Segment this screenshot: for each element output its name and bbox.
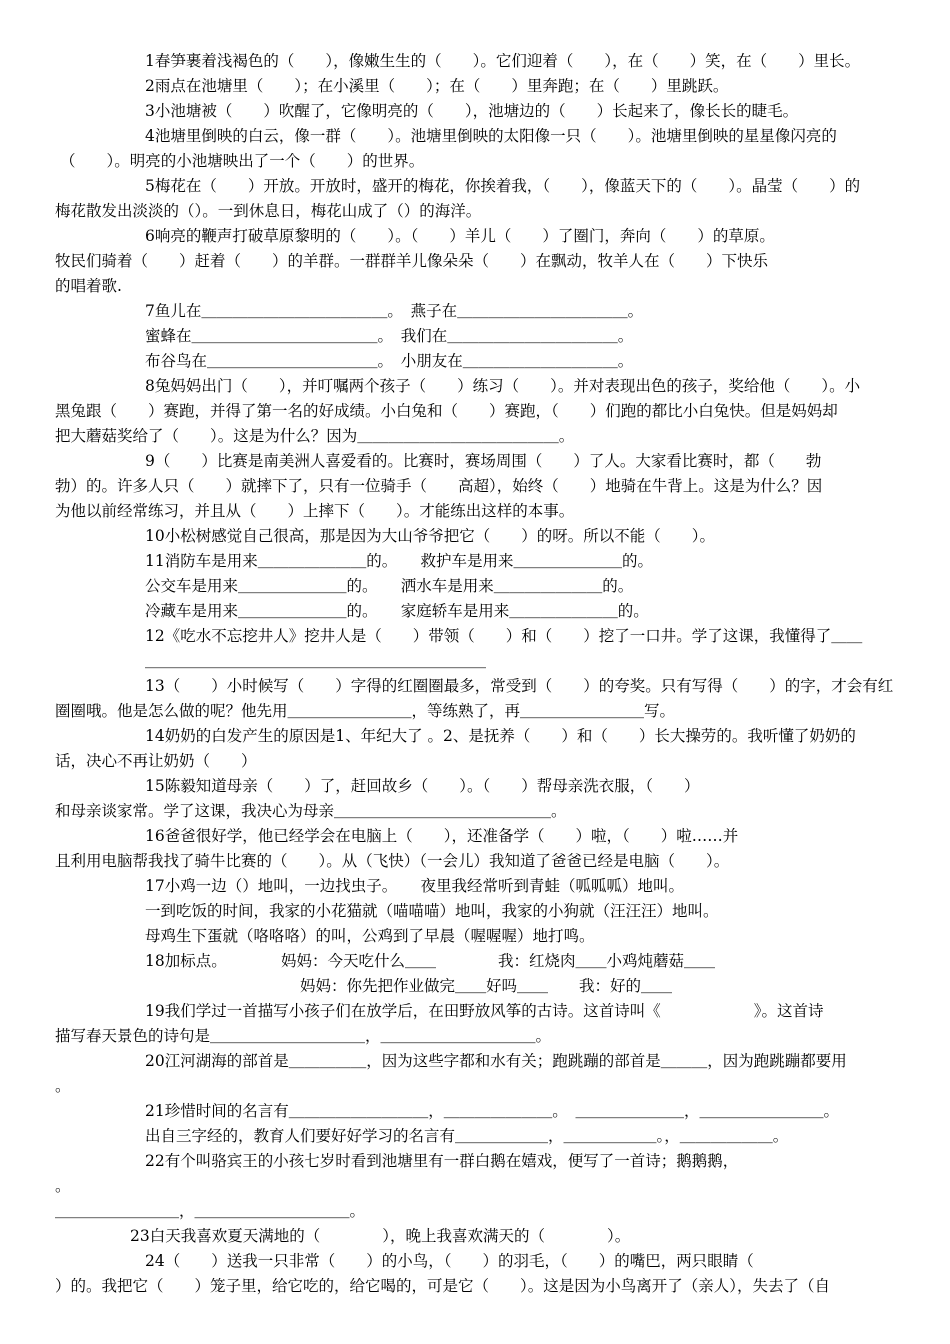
- text-line: 11消防车是用来＿＿＿＿＿＿＿的。 救护车是用来＿＿＿＿＿＿＿的。: [145, 552, 653, 570]
- text-line: 21珍惜时间的名言有＿＿＿＿＿＿＿＿＿，＿＿＿＿＿＿＿。 ＿＿＿＿＿＿＿，＿＿＿＿＿＿＿＿。: [145, 1102, 839, 1120]
- text-line: 4池塘里倒映的白云，像一群（ ）。池塘里倒映的太阳像一只（ ）。池塘里倒映的星星像闪亮的: [145, 127, 837, 145]
- text-line: 10小松树感觉自己很高，那是因为大山爷爷把它（ ）的呀。所以不能（ ）。: [145, 527, 715, 545]
- text-line: 7鱼儿在＿＿＿＿＿＿＿＿＿＿＿＿。 燕子在＿＿＿＿＿＿＿＿＿＿＿。: [145, 302, 644, 320]
- text-line: ）的。我把它（ ）笼子里，给它吃的，给它喝的，可是它（ ）。这是因为小鸟离开了（亲人），失去了（自: [55, 1277, 831, 1295]
- text-line: 和母亲谈家常。学了这课，我决心为母亲＿＿＿＿＿＿＿＿＿＿＿＿＿＿。: [55, 802, 567, 820]
- text-line: 23白天我喜欢夏天满地的（ ），晚上我喜欢满天的（ ）。: [130, 1227, 631, 1245]
- text-line: （ ）。明亮的小池塘映出了一个（ ）的世界。: [60, 152, 425, 170]
- text-line: 6响亮的鞭声打破草原黎明的（ ）。（ ）羊儿（ ）了圈门，奔向（ ）的草原。: [145, 227, 775, 245]
- text-line: 话，决心不再让奶奶（ ）: [55, 752, 257, 770]
- text-line: 母鸡生下蛋就（咯咯咯）的叫，公鸡到了早晨（喔喔喔）地打鸣。: [145, 927, 595, 945]
- text-line: 18加标点。 妈妈：今天吃什么＿＿ 我：红烧肉＿＿小鸡炖蘑菇＿＿: [145, 952, 715, 970]
- text-line: 1春笋裹着浅褐色的（ ），像嫩生生的（ ）。它们迎着（ ），在（ ）笑，在（ ）里长。: [145, 52, 861, 70]
- text-line: 冷藏车是用来＿＿＿＿＿＿＿的。 家庭轿车是用来＿＿＿＿＿＿＿的。: [145, 602, 649, 620]
- text-line: 把大蘑菇奖给了（ ）。这是为什么？因为＿＿＿＿＿＿＿＿＿＿＿＿＿。: [55, 427, 575, 445]
- text-line: 17小鸡一边（）地叫，一边找虫子。 夜里我经常听到青蛙（呱呱呱）地叫。: [145, 877, 684, 895]
- text-line: 黑兔跟（ ）赛跑，并得了第一名的好成绩。小白兔和（ ）赛跑，（ ）们跑的都比小白兔快。但是妈妈却: [55, 402, 838, 420]
- text-line: 布谷鸟在＿＿＿＿＿＿＿＿＿＿＿。 小朋友在＿＿＿＿＿＿＿＿＿＿。: [145, 352, 634, 370]
- text-line: 描写春天景色的诗句是＿＿＿＿＿＿＿＿＿＿，＿＿＿＿＿＿＿＿＿＿。: [55, 1027, 552, 1045]
- text-line: 。: [55, 1177, 71, 1195]
- text-line: 12《吃水不忘挖井人》挖井人是（ ）带领（ ）和（ ）挖了一口井。学了这课，我懂得了＿＿: [145, 627, 863, 645]
- text-line: 5梅花在（ ）开放。开放时，盛开的梅花，你挨着我，（ ），像蓝天下的（ ）。晶莹（ ）的: [145, 177, 861, 195]
- text-line: 24（ ）送我一只非常（ ）的小鸟，（ ）的羽毛，（ ）的嘴巴，两只眼睛（: [145, 1252, 754, 1270]
- text-line: 2雨点在池塘里（ ）；在小溪里（ ）；在（ ）里奔跑；在（ ）里跳跃。: [145, 77, 729, 95]
- text-line: 8兔妈妈出门（ ），并叮嘱两个孩子（ ）练习（ ）。并对表现出色的孩子，奖给他（ ）。小: [145, 377, 861, 395]
- text-line: 19我们学过一首描写小孩子们在放学后，在田野放风筝的古诗。这首诗叫《 》。这首诗: [145, 1002, 824, 1020]
- text-line: 一到吃饭的时间，我家的小花猫就（喵喵喵）地叫，我家的小狗就（汪汪汪）地叫。: [145, 902, 719, 920]
- text-line: 妈妈：你先把作业做完＿＿好吗＿＿ 我：好的＿＿: [300, 977, 673, 995]
- text-line: 。: [55, 1077, 71, 1095]
- text-line: 14奶奶的白发产生的原因是1、年纪大了 。2、是抚养（ ）和（ ）长大操劳的。我听懂了奶奶的: [145, 727, 856, 745]
- text-line: 牧民们骑着（ ）赶着（ ）的羊群。一群群羊儿像朵朵（ ）在飘动，牧羊人在（ ）下快乐: [55, 252, 769, 270]
- text-line: 3小池塘被（ ）吹醒了，它像明亮的（ ），池塘边的（ ）长起来了，像长长的睫毛。: [145, 102, 799, 120]
- text-line: 勃）的。许多人只（ ）就摔下了，只有一位骑手（ 高超），始终（ ）地骑在牛背上。这是为什么？因: [55, 477, 823, 495]
- text-line: 出自三字经的，教育人们要好好学习的名言有＿＿＿＿＿＿，＿＿＿＿＿＿。，＿＿＿＿＿＿。: [145, 1127, 789, 1145]
- text-line: 为他以前经常练习，并且从（ ）上摔下（ ）。才能练出这样的本事。: [55, 502, 575, 520]
- text-line: 蜜蜂在＿＿＿＿＿＿＿＿＿＿＿＿。 我们在＿＿＿＿＿＿＿＿＿＿＿。: [145, 327, 634, 345]
- text-line: 公交车是用来＿＿＿＿＿＿＿的。 洒水车是用来＿＿＿＿＿＿＿的。: [145, 577, 634, 595]
- text-line: ＿＿＿＿＿＿＿＿，＿＿＿＿＿＿＿＿＿＿。: [55, 1202, 366, 1220]
- text-line: 9（ ）比赛是南美洲人喜爱看的。比赛时，赛场周围（ ）了人。大家看比赛时，都（ 勃: [145, 452, 822, 470]
- text-line: 16爸爸很好学，他已经学会在电脑上（ ），还准备学（ ）啦，（ ）啦……并: [145, 827, 739, 845]
- text-line: 圈圈哦。他是怎么做的呢？他先用＿＿＿＿＿＿＿＿，等练熟了，再＿＿＿＿＿＿＿＿写。: [55, 702, 676, 720]
- text-line: ＿＿＿＿＿＿＿＿＿＿＿＿＿＿＿＿＿＿＿＿＿＿: [145, 652, 487, 670]
- text-line: 15陈毅知道母亲（ ）了，赶回故乡（ ）。（ ）帮母亲洗衣服，（ ）: [145, 777, 700, 795]
- text-line: 且利用电脑帮我找了骑牛比赛的（ ）。从（飞快）（一会儿）我知道了爸爸已经是电脑（ ）。: [55, 852, 730, 870]
- text-line: 梅花散发出淡淡的（）。一到休息日，梅花山成了（）的海洋。: [55, 202, 482, 220]
- text-line: 的唱着歌.: [55, 277, 122, 295]
- text-line: 13（ ）小时候写（ ）字得的红圈圈最多，常受到（ ）的夸奖。只有写得（ ）的字，才会有红: [145, 677, 894, 695]
- text-line: 22有个叫骆宾王的小孩七岁时看到池塘里有一群白鹅在嬉戏，便写了一首诗；鹅鹅鹅，: [145, 1152, 739, 1170]
- text-line: 20江河湖海的部首是＿＿＿＿＿，因为这些字都和水有关；跑跳蹦的部首是＿＿＿，因为跑跳蹦都要用: [145, 1052, 847, 1070]
